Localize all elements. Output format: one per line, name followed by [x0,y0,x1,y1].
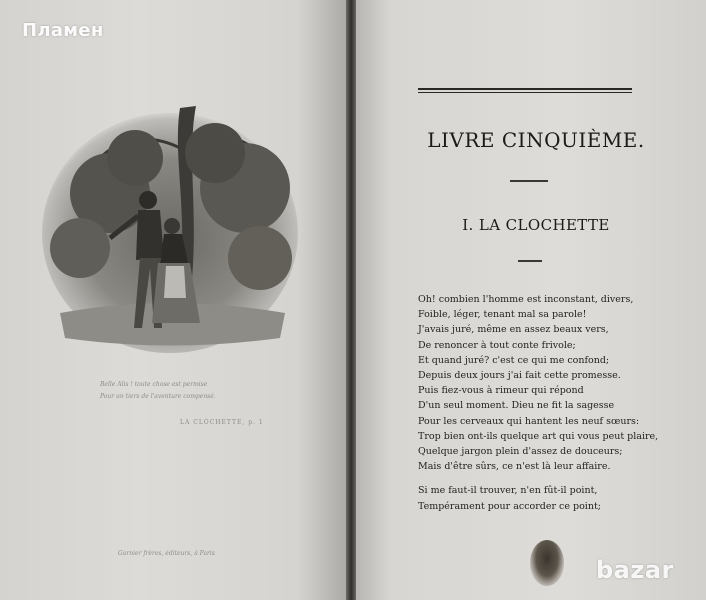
poem-line: D'un seul moment. Dieu ne fit la sagesse [418,400,615,412]
ornament-rule [518,260,542,262]
engraving-caption-line: Pour un tiers de l'aventure compensé. [100,393,216,400]
ornament-rule [510,180,548,182]
stanza-break [418,474,688,483]
poem-line: Trop bien ont-ils quelque art qui vous peut plaire, [418,430,659,442]
header-rule [418,88,632,93]
poem-line: Si me faut-il trouver, n'en fût-il point, [418,485,598,497]
poem-line: Foible, léger, tenant mal sa parole! [418,309,587,321]
book-gutter [346,0,356,600]
poem-text [418,292,688,514]
poem-line: Tempérament pour accorder ce point; [418,500,601,512]
engraving-reference: LA CLOCHETTE, p. 1 [180,419,264,426]
poem-line: Et quand juré? c'est ce qui me confond; [418,354,610,366]
marketplace-watermark: bazar [596,556,674,584]
seller-watermark: Пламен [22,20,104,41]
poem-line: Quelque jargon plein d'assez de douceurs; [418,446,623,458]
engraving-illustration [40,98,300,358]
left-page [0,0,350,600]
poem-line: Depuis deux jours j'ai fait cette promesse. [418,370,621,382]
fable-title: I. LA CLOCHETTE [462,216,610,234]
poem-line: Puis fiez-vous à rimeur qui répond [418,385,584,397]
book-title: LIVRE CINQUIÈME. [427,128,645,152]
poem-line: Oh! combien l'homme est inconstant, divers, [418,294,634,305]
poem-line: De renoncer à tout conte frivole; [418,339,576,351]
poem-line: J'avais juré, même en assez beaux vers, [418,324,609,336]
poem-line: Pour les cerveaux qui hantent les neuf sœurs: [418,415,640,427]
engraving-caption-line: Belle Alis ! toute chose est permise [100,381,208,388]
poem-line: Mais d'être sûrs, ce n'est là leur affaire. [418,461,611,473]
paper-stain [530,540,564,586]
publisher-line: Garnier frères, éditeurs, à Paris [118,550,215,557]
